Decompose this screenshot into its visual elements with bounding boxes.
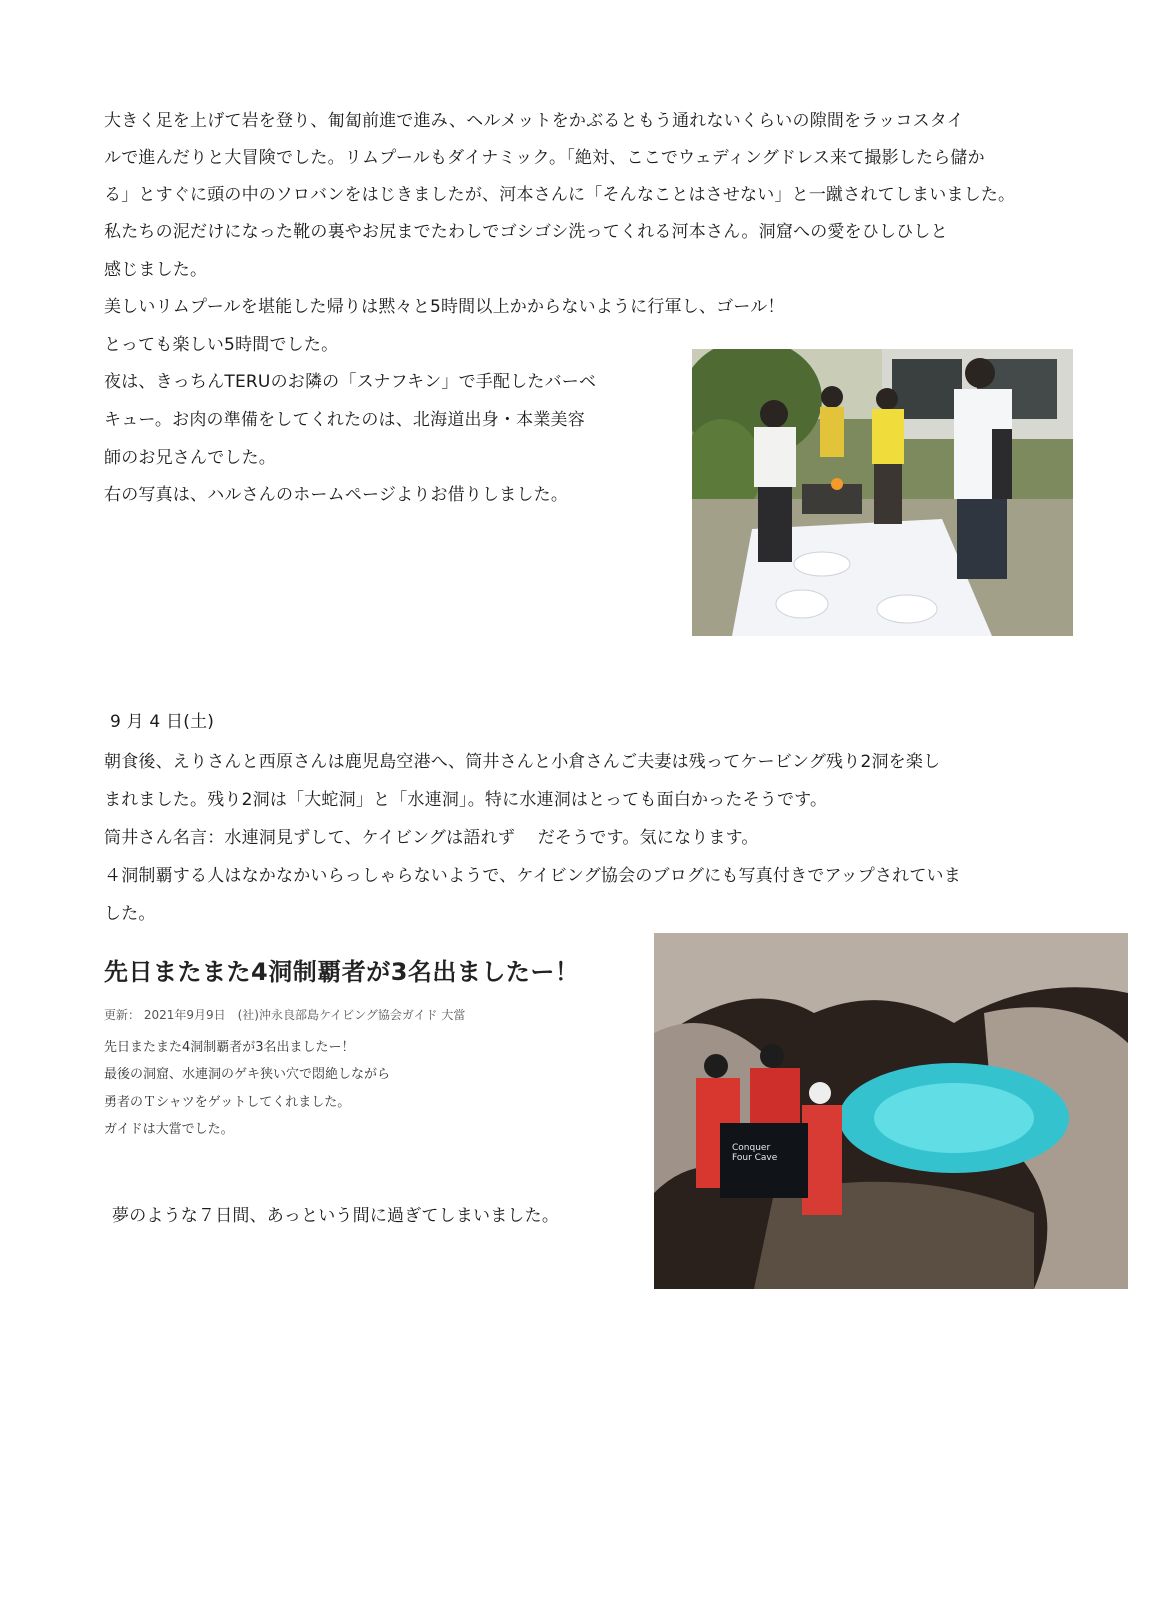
text-line: 感じました。 xyxy=(104,260,208,280)
text-line: 朝食後、えりさんと西原さんは鹿児島空港へ、筒井さんと小倉さんご夫妻は残ってケービング残り2洞を楽し xyxy=(104,752,941,772)
cave-sign-line: Conquer xyxy=(732,1143,771,1153)
cave-sign-line: Four Cave xyxy=(732,1153,778,1163)
cave-photo xyxy=(654,933,1128,1289)
text-line: ４洞制覇する人はなかなかいらっしゃらないようで、ケイビング協会のブログにも写真付きでアップされていま xyxy=(104,866,961,886)
closing-line: 夢のような７日間、あっという間に過ぎてしまいました。 xyxy=(112,1206,560,1226)
text-line: まれました。残り2洞は「大蛇洞」と「水連洞」。特に水連洞はとっても面白かったそうです。 xyxy=(104,790,828,810)
text-line: とっても楽しい5時間でした。 xyxy=(104,335,339,355)
text-line: 師のお兄さんでした。 xyxy=(104,448,276,468)
text-line: キュー。お肉の準備をしてくれたのは、北海道出身・本業美容 xyxy=(104,410,585,430)
text-line: 夜は、きっちんTERUのお隣の「スナフキン」で手配したバーベ xyxy=(104,372,597,392)
blog-body-line: 最後の洞窟、水連洞のゲキ狭い穴で悶絶しながら xyxy=(104,1067,391,1082)
blog-body-line: 先日またまた4洞制覇者が3名出ましたー！ xyxy=(104,1040,355,1055)
text-line: 美しいリムプールを堪能した帰りは黙々と5時間以上かからないように行軍し、ゴール！ xyxy=(104,297,785,317)
bbq-photo xyxy=(692,349,1073,636)
text-line: る」とすぐに頭の中のソロバンをはじきましたが、河本さんに「そんなことはさせない」と一蹴されてしまいました。 xyxy=(104,185,1016,205)
text-line: 大きく足を上げて岩を登り、匍匐前進で進み、ヘルメットをかぶるともう通れないくらいの隙間をラッコスタイ xyxy=(104,111,964,131)
text-line: した。 xyxy=(104,904,156,924)
text-line: 筒井さん名言：水連洞見ずして、ケイビングは語れず だそうです。気になります。 xyxy=(104,828,759,848)
cave-sign xyxy=(732,1143,777,1163)
blog-body-line: 勇者のＴシャツをゲットしてくれました。 xyxy=(104,1095,351,1110)
text-line: 右の写真は、ハルさんのホームページよりお借りしました。 xyxy=(104,485,569,505)
text-line: 私たちの泥だけになった靴の裏やお尻までたわしでゴシゴシ洗ってくれる河本さん。洞窟への愛をひしひしと xyxy=(104,222,948,242)
blog-body-line: ガイドは大當でした。 xyxy=(104,1122,234,1137)
date-heading: 9 月 4 日(土) xyxy=(110,712,215,732)
blog-meta: 更新： 2021年9月9日 (社)沖永良部島ケイビング協会ガイド 大當 xyxy=(104,1008,466,1022)
blog-title: 先日またまた4洞制覇者が3名出ましたー！ xyxy=(104,958,580,986)
text-line: ルで進んだりと大冒険でした。リムプールもダイナミック。「絶対、ここでウェディングドレス来て撮影したら儲か xyxy=(104,148,985,168)
